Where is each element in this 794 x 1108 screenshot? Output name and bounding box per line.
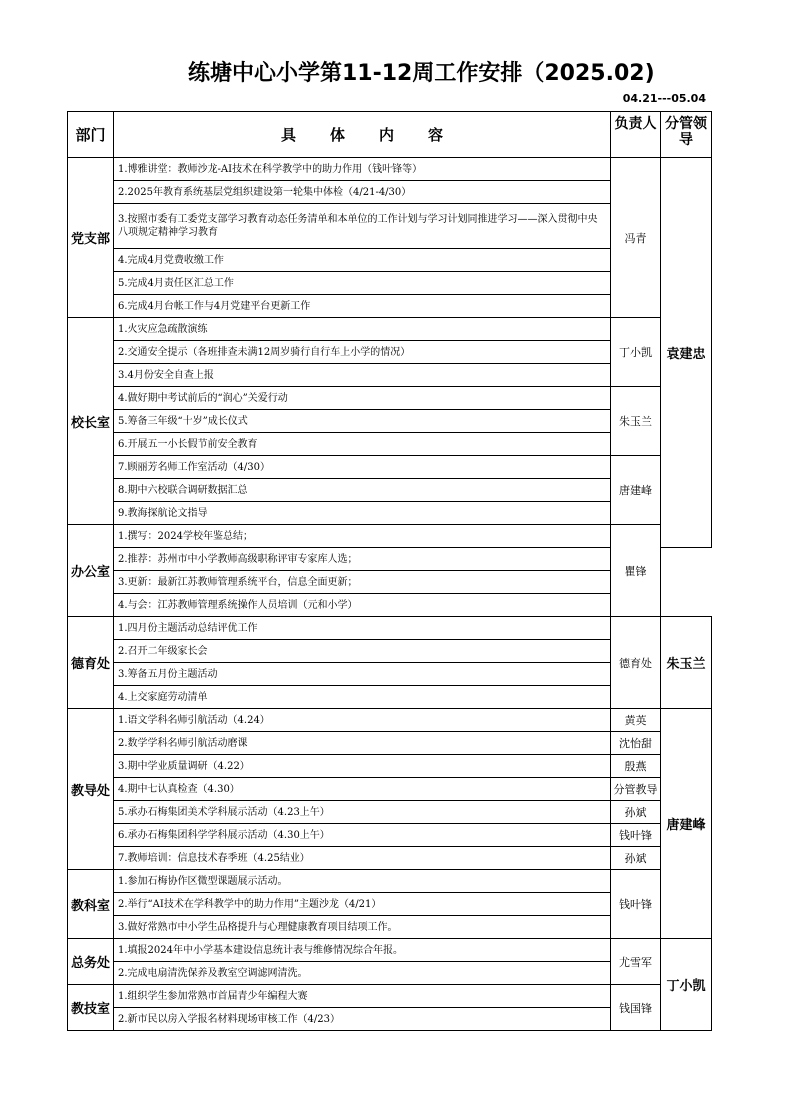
table-row <box>68 387 712 410</box>
table-row <box>68 318 712 341</box>
task-item: 5.承办石梅集团美术学科展示活动（4.23上午） <box>114 801 611 824</box>
owner-cell: 孙斌 <box>611 801 661 824</box>
dept-cell: 党支部 <box>68 158 114 318</box>
owner-cell: 钱国锋 <box>611 985 661 1031</box>
table-row <box>68 778 712 801</box>
dept-cell: 德育处 <box>68 617 114 709</box>
owner-cell: 孙斌 <box>611 847 661 870</box>
task-item: 6.完成4月台帐工作与4月党建平台更新工作 <box>114 295 611 318</box>
header-content: 具体内容 <box>114 112 611 158</box>
task-item: 1.四月份主题活动总结评优工作 <box>114 617 611 640</box>
owner-cell: 分管教导 <box>611 778 661 801</box>
task-item: 2.推荐：苏州市中小学教师高级职称评审专家库人选； <box>114 548 611 571</box>
dept-cell: 教科室 <box>68 870 114 939</box>
task-item: 2.交通安全提示（各班排查未满12周岁骑行自行车上小学的情况） <box>114 341 611 364</box>
owner-cell: 沈怡甜 <box>611 732 661 755</box>
table-row <box>68 985 712 1008</box>
task-item: 1.火灾应急疏散演练 <box>114 318 611 341</box>
table-row <box>68 158 712 181</box>
leader-cell: 唐建峰 <box>661 709 712 939</box>
owner-cell: 丁小凯 <box>611 318 661 387</box>
task-item: 2.2025年教育系统基层党组织建设第一轮集中体检（4/21-4/30） <box>114 181 611 204</box>
task-item: 2.数学学科名师引航活动磨课 <box>114 732 611 755</box>
task-item: 7.教师培训：信息技术春季班（4.25结业） <box>114 847 611 870</box>
header-dept: 部门 <box>68 112 114 158</box>
table-row <box>68 617 712 640</box>
table-row <box>68 456 712 479</box>
owner-cell: 尤雪军 <box>611 939 661 985</box>
task-item: 4.做好期中考试前后的“润心”关爱行动 <box>114 387 611 410</box>
document-title: 练塘中心小学第11-12周工作安排（2025.02) <box>188 61 655 86</box>
task-item: 4.与会：江苏教师管理系统操作人员培训（元和小学） <box>114 594 611 617</box>
task-item: 3.4月份安全自查上报 <box>114 364 611 387</box>
header-owner: 负责人 <box>611 112 661 158</box>
table-row <box>68 847 712 870</box>
owner-cell: 殷燕 <box>611 755 661 778</box>
dept-cell: 办公室 <box>68 525 114 617</box>
dept-cell: 总务处 <box>68 939 114 985</box>
owner-cell: 钱叶锋 <box>611 870 661 939</box>
owner-cell: 德育处 <box>611 617 661 709</box>
task-item: 7.顾丽芳名师工作室活动（4/30） <box>114 456 611 479</box>
leader-cell: 丁小凯 <box>661 939 712 1031</box>
owner-cell: 钱叶锋 <box>611 824 661 847</box>
task-item: 1.撰写：2024学校年鉴总结； <box>114 525 611 548</box>
task-item: 3.更新：最新江苏教师管理系统平台，信息全面更新； <box>114 571 611 594</box>
task-item: 6.承办石梅集团科学学科展示活动（4.30上午） <box>114 824 611 847</box>
task-item: 3.做好常熟市中小学生品格提升与心理健康教育项目结项工作。 <box>114 916 611 939</box>
task-item: 9.教海探航论文指导 <box>114 502 611 525</box>
task-item: 4.上交家庭劳动清单 <box>114 686 611 709</box>
owner-cell: 朱玉兰 <box>611 387 661 456</box>
task-item: 3.期中学业质量调研（4.22） <box>114 755 611 778</box>
header-leader: 分管领导 <box>661 112 712 158</box>
owner-cell: 黄英 <box>611 709 661 732</box>
task-item: 1.填报2024年中小学基本建设信息统计表与维修情况综合年报。 <box>114 939 611 962</box>
task-item: 3.按照市委有工委党支部学习教育动态任务清单和本单位的工作计划与学习计划同推进学习——深入贯彻中央八项规定精神学习教育 <box>114 204 611 249</box>
table-row <box>68 824 712 847</box>
task-item: 1.博雅讲堂：教师沙龙-AI技术在科学教学中的助力作用（钱叶锋等） <box>114 158 611 181</box>
leader-cell: 朱玉兰 <box>661 617 712 709</box>
owner-cell: 唐建峰 <box>611 456 661 525</box>
task-item: 2.新市民以房入学报名材料现场审核工作（4/23） <box>114 1008 611 1031</box>
task-item: 2.完成电扇清洗保养及教室空调滤网清洗。 <box>114 962 611 985</box>
dept-cell: 教技室 <box>68 985 114 1031</box>
table-row <box>68 755 712 778</box>
owner-cell: 瞿锋 <box>611 525 661 617</box>
task-item: 8.期中六校联合调研数据汇总 <box>114 479 611 502</box>
date-range: 04.21---05.04 <box>622 92 706 105</box>
task-item: 4.完成4月党费收缴工作 <box>114 249 611 272</box>
task-item: 1.组织学生参加常熟市首届青少年编程大赛 <box>114 985 611 1008</box>
task-item: 2.召开二年级家长会 <box>114 640 611 663</box>
table-row <box>68 525 712 548</box>
dept-cell: 教导处 <box>68 709 114 870</box>
table-row <box>68 709 712 732</box>
task-item: 1.语文学科名师引航活动（4.24） <box>114 709 611 732</box>
task-item: 5.完成4月责任区汇总工作 <box>114 272 611 295</box>
task-item: 3.筹备五月份主题活动 <box>114 663 611 686</box>
task-item: 4.期中七认真检查（4.30） <box>114 778 611 801</box>
owner-cell: 冯青 <box>611 158 661 318</box>
dept-cell: 校长室 <box>68 318 114 525</box>
task-item: 1.参加石梅协作区微型课题展示活动。 <box>114 870 611 893</box>
table-row <box>68 732 712 755</box>
schedule-table <box>67 111 712 1031</box>
task-item: 5.筹备三年级“十岁”成长仪式 <box>114 410 611 433</box>
table-row <box>68 939 712 962</box>
task-item: 6.开展五一小长假节前安全教育 <box>114 433 611 456</box>
leader-cell: 袁建忠 <box>661 158 712 548</box>
table-row <box>68 801 712 824</box>
header-row <box>68 112 712 158</box>
task-item: 2.举行“AI技术在学科教学中的助力作用”主题沙龙（4/21） <box>114 893 611 916</box>
table-row <box>68 870 712 893</box>
